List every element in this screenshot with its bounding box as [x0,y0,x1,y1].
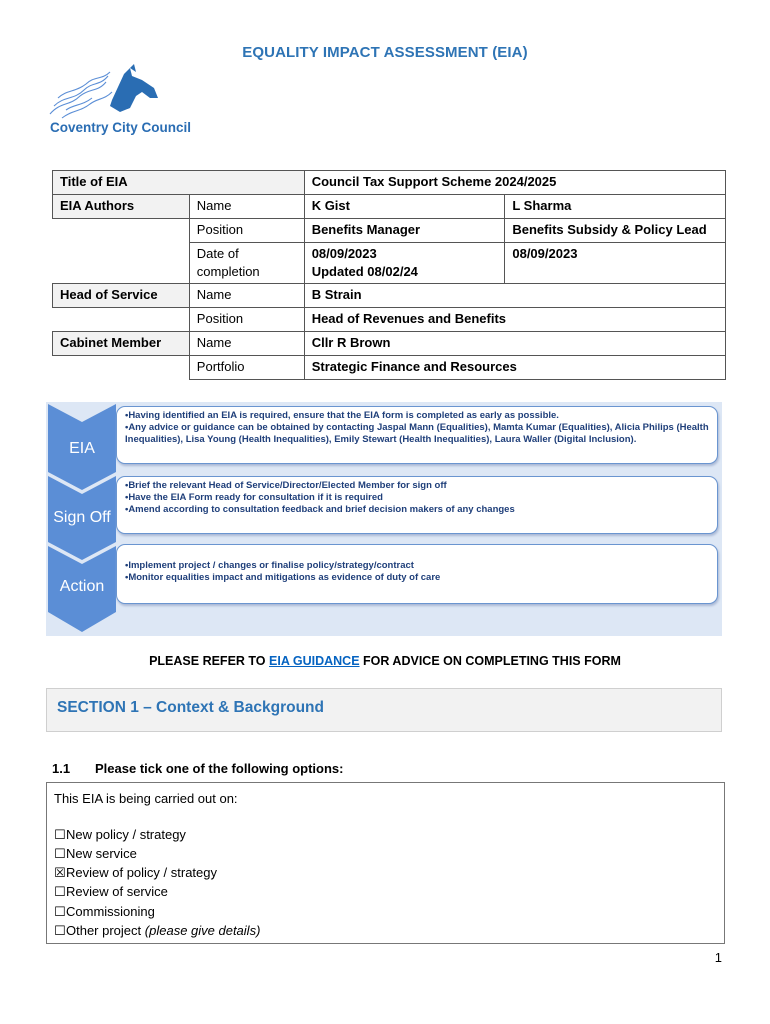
authors-label: EIA Authors [53,195,190,219]
option-new-service[interactable]: ☐New service [54,846,137,861]
author2-name: L Sharma [505,195,726,219]
option-other-project[interactable]: ☐Other project (please give details) [54,923,261,938]
position-label: Position [189,308,304,332]
logo-text: Coventry City Council [50,120,192,135]
eia-process-flow [46,402,722,636]
author1-position: Benefits Manager [304,219,505,243]
checkbox[interactable]: ☐ [54,904,66,919]
section-1-header [46,688,722,732]
title-value: Council Tax Support Scheme 2024/2025 [304,171,725,195]
checkbox[interactable]: ☐ [54,884,66,899]
cabinet-portfolio: Strategic Finance and Resources [304,356,725,380]
page-number: 1 [714,950,722,965]
author2-position: Benefits Subsidy & Policy Lead [505,219,726,243]
author1-name: K Gist [304,195,505,219]
head-of-service-label: Head of Service [53,284,190,308]
step-signoff-item: •Have the EIA Form ready for consultation if it is required [125,492,383,503]
cabinet-member-name: Cllr R Brown [304,332,725,356]
table-spacer [53,243,190,284]
name-label: Name [189,195,304,219]
option-review-service[interactable]: ☐Review of service [54,884,168,899]
step-signoff-item: •Amend according to consultation feedback and brief decision makers of any changes [125,504,515,515]
author2-date: 08/09/2023 [505,243,726,284]
table-spacer [53,219,190,243]
refer-prefix: PLEASE REFER TO [149,654,266,668]
document-title: EQUALITY IMPACT ASSESSMENT (EIA) [242,44,528,61]
name-label: Name [189,284,304,308]
question-number: 1.1 [52,761,71,776]
table-spacer [53,308,190,332]
author1-date: 08/09/2023 Updated 08/02/24 [304,243,505,284]
eia-details-table [52,170,726,380]
name-label: Name [189,332,304,356]
step-action-label: Action [59,578,105,595]
head-of-service-name: B Strain [304,284,725,308]
checkbox[interactable]: ☐ [54,827,66,842]
options-box [46,782,725,944]
portfolio-label: Portfolio [189,356,304,380]
option-review-policy[interactable]: ☒Review of policy / strategy [54,865,218,880]
option-new-policy[interactable]: ☐New policy / strategy [54,827,186,842]
position-label: Position [189,219,304,243]
refer-suffix: FOR ADVICE ON COMPLETING THIS FORM [363,654,621,668]
checkbox[interactable]: ☐ [54,923,66,938]
checkbox-checked[interactable]: ☒ [54,865,66,880]
head-of-service-position: Head of Revenues and Benefits [304,308,725,332]
step-eia-box [116,406,718,464]
step-signoff-label: Sign Off [53,509,111,526]
step-action-item: •Monitor equalities impact and mitigations as evidence of duty of care [125,572,441,583]
question-text: Please tick one of the following options: [95,761,344,776]
step-action-item: •Implement project / changes or finalise policy/strategy/contract [125,560,414,571]
option-note: (please give details) [144,923,261,938]
cabinet-member-label: Cabinet Member [53,332,190,356]
date-label: Date of completion [189,243,304,284]
title-label: Title of EIA [53,171,305,195]
table-spacer [53,356,190,380]
checkbox[interactable]: ☐ [54,846,66,861]
step-eia-item: •Any advice or guidance can be obtained by contacting Jaspal Mann (Equalities), Mamta Kumar (Equalities), Alicia Philips (Health Inequalities), Lisa Young (Health Inequalities), Emily Stewart (Health Inequalities), Laura Waller (Digital Inclusion). [125,422,709,445]
options-intro: This EIA is being carried out on: [54,791,238,806]
step-eia-label: EIA [69,440,95,457]
step-action-box [116,544,718,604]
guidance-notice [0,654,770,668]
eia-guidance-link[interactable]: EIA GUIDANCE [269,654,360,668]
option-commissioning[interactable]: ☐Commissioning [54,904,155,919]
step-signoff-box [116,476,718,534]
step-signoff-item: •Brief the relevant Head of Service/Director/Elected Member for sign off [125,480,447,491]
step-eia-item: •Having identified an EIA is required, ensure that the EIA form is completed as early as possible. [125,410,559,421]
section-1-title: SECTION 1 – Context & Background [57,699,324,716]
